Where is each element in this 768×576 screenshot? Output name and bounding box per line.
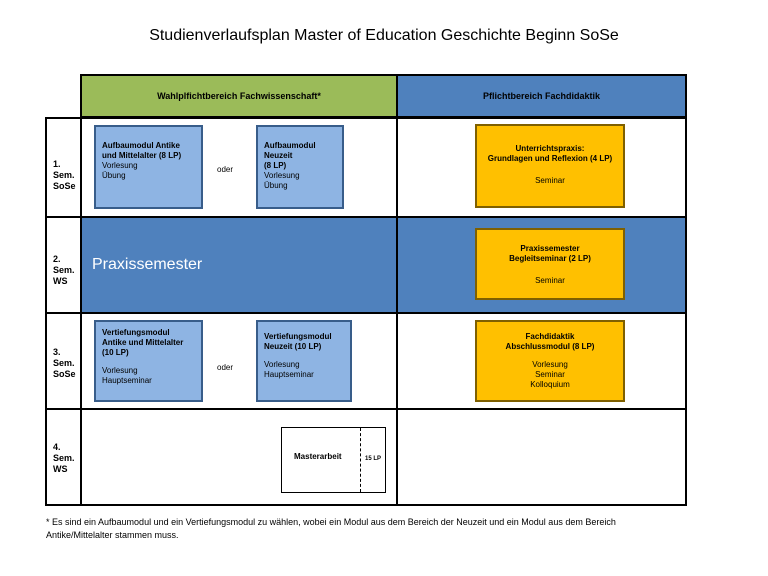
semester-number: 1.	[53, 159, 61, 169]
module-title: Praxissemester	[520, 244, 580, 253]
masterarbeit-lp: 15 LP	[365, 456, 382, 462]
praxissemester-begleitseminar-box	[475, 228, 625, 300]
semester-sem: Sem.	[53, 358, 75, 368]
oder-label: oder	[217, 165, 234, 174]
aufbaumodul-neuzeit-box	[256, 125, 344, 209]
module-course: Vorlesung	[102, 161, 138, 170]
praxissemester-label: Praxissemester	[92, 256, 203, 273]
masterarbeit-label: Masterarbeit	[294, 452, 342, 461]
footnote-line: * Es sind ein Aufbaumodul und ein Vertiefungsmodul zu wählen, wobei ein Modul aus dem Bereich der Neuzeit und ein Modul aus dem Bereich	[46, 517, 616, 527]
module-course: Kolloquium	[530, 380, 570, 389]
oder-label: oder	[217, 363, 234, 372]
semester-number: 3.	[53, 347, 61, 357]
module-course: Seminar	[535, 276, 565, 285]
semester-sem: Sem.	[53, 170, 75, 180]
vertiefungsmodul-antike-box	[94, 320, 203, 402]
module-title: Antike und Mittelalter	[102, 338, 184, 347]
semester-sem: Sem.	[53, 265, 75, 275]
masterarbeit-divider	[360, 428, 361, 492]
semester-term: SoSe	[53, 181, 76, 191]
module-title: Unterrichtspraxis:	[515, 144, 585, 153]
module-title: und Mittelalter (8 LP)	[102, 151, 182, 160]
module-course: Seminar	[535, 176, 565, 185]
semester-number: 4.	[53, 442, 61, 452]
header-pflicht: Pflichtbereich Fachdidaktik	[396, 74, 687, 118]
masterarbeit-box	[281, 427, 386, 493]
module-title: Vertiefungsmodul	[102, 328, 170, 337]
vertiefungsmodul-neuzeit-box	[256, 320, 352, 402]
semester-number: 2.	[53, 254, 61, 264]
semester-term: WS	[53, 464, 68, 474]
footnote	[46, 516, 726, 542]
footnote-line: Antike/Mittelalter stammen muss.	[46, 530, 179, 540]
semester-label-4	[53, 442, 75, 475]
module-title: Fachdidaktik	[525, 332, 575, 341]
module-title: Vertiefungsmodul	[264, 332, 332, 341]
module-course: Übung	[264, 181, 288, 190]
semester-label-2	[53, 254, 75, 287]
module-title: Aufbaumodul Neuzeit	[264, 141, 316, 160]
semester-sem: Sem.	[53, 453, 75, 463]
module-course: Vorlesung	[102, 366, 138, 375]
aufbaumodul-antike-box	[94, 125, 203, 209]
module-title: (8 LP)	[264, 161, 287, 170]
module-course: Seminar	[535, 370, 565, 379]
semester-term: WS	[53, 276, 68, 286]
module-course: Übung	[102, 171, 126, 180]
header-wahlpflicht: Wahlplfichtbereich Fachwissenschaft*	[80, 74, 398, 118]
module-title: Grundlagen und Reflexion (4 LP)	[487, 154, 613, 163]
module-title: Aufbaumodul Antike	[102, 141, 180, 150]
semester-label-1	[53, 159, 76, 192]
module-course: Vorlesung	[532, 360, 568, 369]
module-course: Hauptseminar	[102, 376, 152, 385]
module-title: (10 LP)	[102, 348, 129, 357]
fachdidaktik-abschlussmodul-box	[475, 320, 625, 402]
module-title: Neuzeit (10 LP)	[264, 342, 322, 351]
semester-label-3	[53, 347, 76, 380]
semester-term: SoSe	[53, 369, 76, 379]
module-title: Abschlussmodul (8 LP)	[505, 342, 595, 351]
page-title: Studienverlaufsplan Master of Education Geschichte Beginn SoSe	[149, 27, 619, 44]
unterrichtspraxis-box	[475, 124, 625, 208]
module-title: Begleitseminar (2 LP)	[509, 254, 591, 263]
module-course: Vorlesung	[264, 171, 300, 180]
module-course: Vorlesung	[264, 360, 300, 369]
module-course: Hauptseminar	[264, 370, 314, 379]
